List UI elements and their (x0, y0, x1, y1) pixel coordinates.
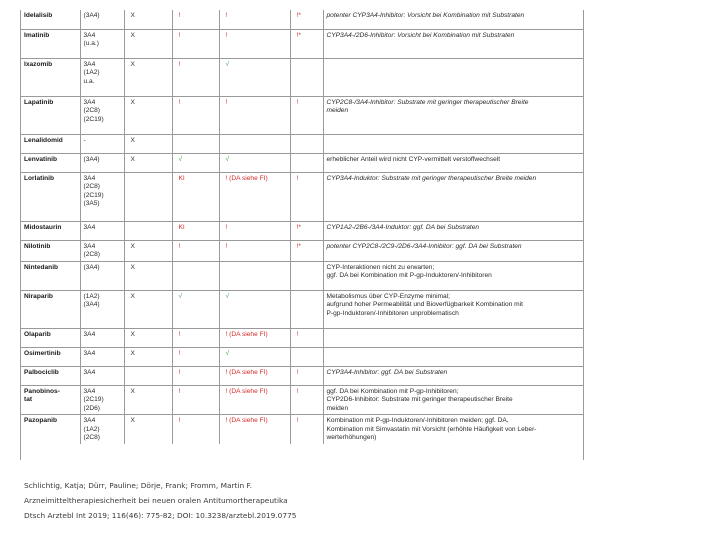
interaction-mark-c5 (219, 172, 290, 221)
cyp-enzymes (80, 261, 124, 290)
drug-name: Pazopanib (21, 415, 80, 444)
cyp-enzymes (80, 240, 124, 261)
interaction-mark-c6 (290, 290, 323, 328)
interaction-mark-c4 (172, 385, 219, 415)
mark-value: KI (178, 174, 185, 182)
drug-name: Ixazomib (21, 58, 80, 96)
interaction-mark-c4 (172, 153, 219, 172)
interaction-mark-c3 (124, 153, 172, 172)
cyp-enzymes (80, 328, 124, 347)
comment-line: werterhöhungen) (326, 434, 377, 442)
comment-line: potenter CYP3A4-Inhibitor: Vorsicht bei Kombination mit Substraten (326, 12, 525, 19)
interaction-comment (323, 415, 583, 444)
cyp-enzyme: (2C8) (83, 183, 100, 191)
table-row (21, 96, 583, 134)
cyp-enzyme: 3A4 (83, 223, 96, 231)
cyp-enzyme: (1A2) (83, 425, 100, 433)
drug-name: Lenalidomid (21, 134, 80, 153)
cyp-enzyme: (3A4) (83, 12, 100, 19)
interaction-comment (323, 240, 583, 261)
mark-value: √ (178, 292, 183, 300)
interaction-mark-c5 (219, 366, 290, 385)
cyp-enzyme: 3A4 (83, 417, 96, 425)
table-row (21, 366, 583, 385)
cyp-enzymes (80, 290, 124, 328)
mark-value: !* (296, 242, 301, 250)
citation (24, 478, 296, 523)
cyp-enzyme: (3A4) (83, 155, 100, 163)
mark-value: ! (178, 368, 181, 376)
table-row (21, 10, 583, 29)
mark-value: ! (178, 31, 181, 39)
drug-name: Midostaurin (21, 221, 80, 240)
interaction-mark-c3 (124, 58, 172, 96)
interaction-mark-c3 (124, 221, 172, 240)
interaction-mark-c3 (124, 29, 172, 58)
cyp-enzyme: (3A4) (83, 263, 100, 271)
interaction-mark-c3 (124, 240, 172, 261)
cyp-enzyme: (3A4) (83, 301, 100, 309)
cyp-enzyme: 3A4 (83, 387, 96, 395)
table-row (21, 385, 583, 415)
comment-line: P-gp-Induktoren/-Inhibitoren unproblematisch (326, 309, 459, 317)
cyp-enzyme: (2C19) (83, 191, 104, 199)
mark-value: √ (178, 155, 183, 163)
mark-value: ! (296, 368, 299, 376)
interaction-comment (323, 366, 583, 385)
mark-value: ! (178, 417, 181, 425)
interaction-comment (323, 134, 583, 153)
table-row (21, 347, 583, 366)
interaction-mark-c4 (172, 58, 219, 96)
interaction-mark-c6 (290, 240, 323, 261)
table-row (21, 261, 583, 290)
interaction-comment (323, 153, 583, 172)
interaction-comment (323, 58, 583, 96)
mark-value: ! (DA siehe FI) (225, 174, 268, 182)
mark-value: X (130, 387, 135, 395)
mark-value: !* (296, 12, 301, 19)
table-row (21, 134, 583, 153)
comment-line: CYP-Interaktionen nicht zu erwarten; (326, 263, 435, 271)
cyp-enzymes (80, 29, 124, 58)
interaction-mark-c5 (219, 58, 290, 96)
interaction-mark-c3 (124, 172, 172, 221)
interaction-mark-c6 (290, 29, 323, 58)
interaction-mark-c6 (290, 328, 323, 347)
cyp-enzymes (80, 153, 124, 172)
mark-value: X (130, 349, 135, 357)
table-row (21, 58, 583, 96)
comment-line: CYP2D6-Inhibitor: Substrate mit geringer therapeutischer Breite (326, 396, 513, 404)
cyp-enzyme: - (83, 136, 86, 144)
drug-name: Imatinib (21, 29, 80, 58)
interaction-mark-c3 (124, 96, 172, 134)
cyp-enzyme: (2C8) (83, 434, 100, 442)
mark-value: X (130, 263, 135, 271)
mark-value: ! (296, 387, 299, 395)
comment-line: erheblicher Anteil wird nicht CYP-vermittelt verstoffwechselt (326, 155, 501, 163)
mark-value: ! (296, 330, 299, 338)
comment-line: Kombination mit Simvastatin mit Vorsicht (erhöhte Häufigkeit von Leber- (326, 425, 537, 433)
interaction-mark-c5 (219, 10, 290, 29)
interaction-comment (323, 172, 583, 221)
comment-line: Metabolismus über CYP-Enzyme minimal; (326, 292, 450, 300)
interaction-mark-c4 (172, 290, 219, 328)
comment-line: meiden (326, 107, 349, 115)
interaction-mark-c5 (219, 153, 290, 172)
mark-value: X (130, 12, 135, 19)
interaction-comment (323, 10, 583, 29)
mark-value: ! (225, 242, 228, 250)
cyp-enzyme: 3A4 (83, 31, 96, 39)
interaction-mark-c4 (172, 96, 219, 134)
comment-line: CYP3A4-Induktor: Substrate mit geringer therapeutischer Breite meiden (326, 174, 537, 182)
interaction-comment (323, 290, 583, 328)
cyp-enzymes (80, 58, 124, 96)
mark-value: ! (178, 387, 181, 395)
comment-line: ggf. DA bei Kombination mit P-gp-Inhibitoren; (326, 387, 459, 395)
interaction-mark-c3 (124, 366, 172, 385)
drug-name: Panobinos- tat (21, 385, 80, 415)
interaction-mark-c6 (290, 58, 323, 96)
drug-name: Niraparib (21, 290, 80, 328)
comment-line: CYP3A4-Inhibitor: ggf. DA bei Substraten (326, 368, 448, 376)
mark-value: ! (DA siehe FI) (225, 330, 268, 338)
interaction-mark-c4 (172, 261, 219, 290)
table-row (21, 290, 583, 328)
mark-value: X (130, 242, 135, 250)
comment-line: potenter CYP2C8-/2C9-/2D6-/3A4-Inhibitor: ggf. DA bei Substraten (326, 242, 522, 250)
cyp-enzymes (80, 366, 124, 385)
interaction-mark-c5 (219, 240, 290, 261)
mark-value: √ (225, 292, 230, 300)
interaction-mark-c6 (290, 10, 323, 29)
interaction-mark-c6 (290, 261, 323, 290)
comment-line: CYP2C8-/3A4-Inhibitor: Substrate mit geringer therapeutischer Breite (326, 98, 529, 106)
mark-value: X (130, 292, 135, 300)
interaction-mark-c3 (124, 385, 172, 415)
mark-value: ! (178, 349, 181, 357)
table-row (21, 153, 583, 172)
mark-value: X (130, 330, 135, 338)
interaction-mark-c6 (290, 385, 323, 415)
mark-value: ! (225, 31, 228, 39)
mark-value: √ (225, 60, 230, 68)
interaction-mark-c4 (172, 29, 219, 58)
interaction-mark-c4 (172, 172, 219, 221)
interaction-mark-c6 (290, 366, 323, 385)
table-row (21, 240, 583, 261)
mark-value: √ (225, 349, 230, 357)
drug-name: Palbociclib (21, 366, 80, 385)
interaction-mark-c5 (219, 29, 290, 58)
cyp-enzymes (80, 347, 124, 366)
interaction-mark-c5 (219, 415, 290, 444)
mark-value: X (130, 31, 135, 39)
cyp-enzyme: (2C19) (83, 396, 104, 404)
cyp-enzyme: u.a. (83, 77, 95, 85)
comment-line: ggf. DA bei Kombination mit P-gp-Induktoren/-Inhibitoren (326, 272, 492, 280)
cyp-enzyme: 3A4 (83, 349, 96, 357)
interaction-mark-c5 (219, 328, 290, 347)
interaction-mark-c6 (290, 415, 323, 444)
cyp-enzyme: (2D6) (83, 404, 100, 412)
drug-name: Lapatinib (21, 96, 80, 134)
mark-value: ! (296, 417, 299, 425)
interaction-comment (323, 347, 583, 366)
interaction-comment (323, 96, 583, 134)
drug-name: Lenvatinib (21, 153, 80, 172)
cyp-enzyme: (1A2) (83, 292, 100, 300)
cyp-enzymes (80, 385, 124, 415)
table-row (21, 221, 583, 240)
interaction-mark-c4 (172, 328, 219, 347)
interaction-mark-c4 (172, 221, 219, 240)
mark-value: X (130, 417, 135, 425)
comment-line: Kombination mit P-gp-Induktoren/-Inhibitoren meiden; ggf. DA, (326, 417, 509, 425)
cyp-enzyme: 3A4 (83, 174, 96, 182)
interaction-mark-c3 (124, 261, 172, 290)
citation-authors: Schlichtig, Katja; Dürr, Pauline; Dörje, Frank; Fromm, Martin F. (24, 481, 252, 490)
interaction-mark-c4 (172, 366, 219, 385)
interaction-comment (323, 261, 583, 290)
interaction-comment (323, 328, 583, 347)
mark-value: ! (225, 12, 228, 19)
mark-value: ! (296, 174, 299, 182)
drug-name: Olaparib (21, 328, 80, 347)
interaction-mark-c4 (172, 347, 219, 366)
interaction-mark-c6 (290, 96, 323, 134)
interaction-mark-c5 (219, 134, 290, 153)
cyp-enzymes (80, 415, 124, 444)
cyp-enzyme: (2C19) (83, 115, 104, 123)
table-row (21, 172, 583, 221)
interaction-mark-c6 (290, 153, 323, 172)
mark-value: ! (DA siehe FI) (225, 387, 268, 395)
cyp-enzymes (80, 221, 124, 240)
mark-value: ! (DA siehe FI) (225, 368, 268, 376)
interaction-mark-c3 (124, 415, 172, 444)
comment-line: CYP1A2-/2B6-/3A4-Induktor: ggf. DA bei Substraten (326, 223, 480, 231)
mark-value: ! (DA siehe FI) (225, 417, 268, 425)
mark-value: !* (296, 31, 301, 39)
cyp-enzymes (80, 96, 124, 134)
mark-value: X (130, 136, 135, 144)
mark-value: ! (225, 223, 228, 231)
cyp-enzyme: 3A4 (83, 60, 96, 68)
interaction-mark-c5 (219, 221, 290, 240)
drug-name: Nintedanib (21, 261, 80, 290)
interaction-mark-c4 (172, 134, 219, 153)
cyp-enzyme: 3A4 (83, 242, 96, 250)
table-row (21, 29, 583, 58)
cyp-enzyme: (2C8) (83, 251, 100, 259)
cyp-enzyme: (u.a.) (83, 40, 99, 48)
drug-interaction-table (21, 10, 583, 444)
mark-value: ! (296, 98, 299, 106)
interaction-mark-c4 (172, 240, 219, 261)
interaction-mark-c3 (124, 10, 172, 29)
cyp-enzyme: (3A5) (83, 200, 100, 208)
table-row (21, 415, 583, 444)
cyp-enzyme: (2C8) (83, 107, 100, 115)
cyp-enzymes (80, 172, 124, 221)
interaction-mark-c5 (219, 347, 290, 366)
citation-title: Arzneimitteltherapiesicherheit bei neuen oralen Antitumortherapeutika (24, 496, 288, 505)
cyp-enzyme: (1A2) (83, 69, 100, 77)
cyp-enzyme: 3A4 (83, 330, 96, 338)
interaction-mark-c6 (290, 221, 323, 240)
mark-value: ! (178, 242, 181, 250)
mark-value: √ (225, 155, 230, 163)
drug-name: Nilotinib (21, 240, 80, 261)
comment-line: CYP3A4-/2D6-Inhibitor: Vorsicht bei Kombination mit Substraten (326, 31, 515, 39)
interaction-comment (323, 385, 583, 415)
mark-value: ! (178, 60, 181, 68)
drug-name: Osimertinib (21, 347, 80, 366)
cyp-enzymes (80, 134, 124, 153)
interaction-mark-c4 (172, 10, 219, 29)
interaction-comment (323, 29, 583, 58)
mark-value: ! (178, 330, 181, 338)
interaction-mark-c3 (124, 347, 172, 366)
drug-name: Idelalisib (24, 12, 53, 19)
interaction-mark-c6 (290, 172, 323, 221)
interaction-mark-c5 (219, 261, 290, 290)
mark-value: X (130, 155, 135, 163)
cyp-enzyme: 3A4 (83, 98, 96, 106)
mark-value: X (130, 60, 135, 68)
cyp-enzymes (80, 10, 124, 29)
mark-value: !* (296, 223, 301, 231)
mark-value: KI (178, 223, 185, 231)
interaction-mark-c3 (124, 290, 172, 328)
citation-source: Dtsch Arztebl Int 2019; 116(46): 775-82; DOI: 10.3238/arztebl.2019.0775 (24, 511, 297, 520)
mark-value: ! (178, 12, 181, 19)
interaction-mark-c5 (219, 96, 290, 134)
interaction-mark-c3 (124, 134, 172, 153)
interaction-mark-c6 (290, 134, 323, 153)
mark-value: ! (178, 98, 181, 106)
interaction-mark-c3 (124, 328, 172, 347)
interaction-comment (323, 221, 583, 240)
comment-line: meiden (326, 404, 349, 412)
table-row (21, 328, 583, 347)
cyp-enzyme: 3A4 (83, 368, 96, 376)
drug-name: Lorlatinib (21, 172, 80, 221)
comment-line: aufgrund hoher Permeabilität und Bioverfügbarkeit Kombination mit (326, 301, 523, 309)
mark-value: ! (225, 98, 228, 106)
mark-value: X (130, 98, 135, 106)
interaction-mark-c5 (219, 290, 290, 328)
interaction-mark-c5 (219, 385, 290, 415)
interaction-mark-c4 (172, 415, 219, 444)
interaction-mark-c6 (290, 347, 323, 366)
document-page (20, 10, 584, 460)
